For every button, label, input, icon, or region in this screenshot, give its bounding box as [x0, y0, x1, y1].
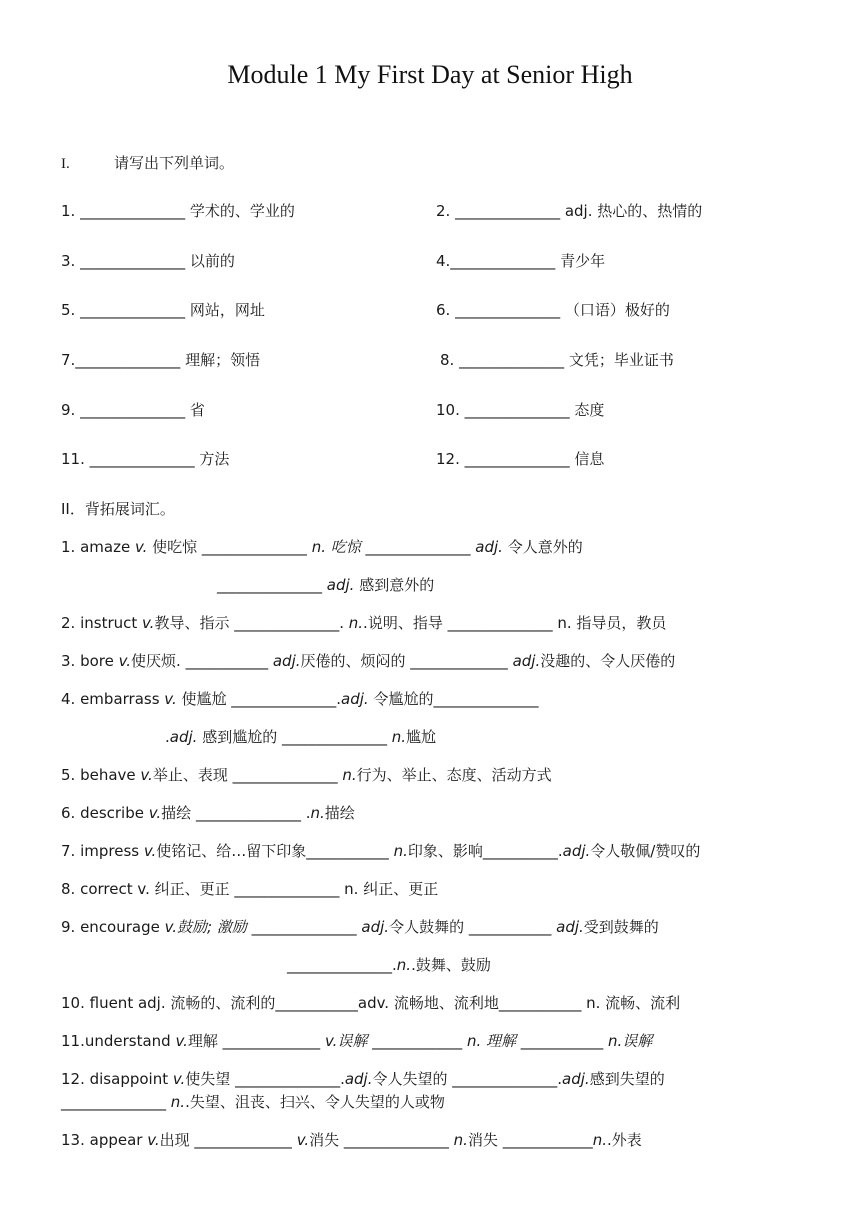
section-2-heading: II．背拓展词汇。: [61, 500, 175, 518]
exercise-line-appear: 13. appear v.出现 _____________ v.消失 ______________ n.消失 ____________n..外表: [61, 1131, 642, 1149]
exercise-line-impress: 7. impress v.使铭记、给…留下印象___________ n.印象、影响__________.adj.令人敬佩/赞叹的: [61, 842, 701, 860]
exercise-line-amaze: 1. amaze v. 使吃惊 ______________ n. 吃惊 ______________ adj. 令人意外的: [61, 538, 583, 556]
exercise-line-understand: 11.understand v.理解 _____________ v.误解 ____________ n. 理解 ___________ n.误解: [61, 1032, 653, 1050]
section-1-heading: [61, 152, 234, 173]
exercise-line-bore: 3. bore v.使厌烦. ___________ adj.厌倦的、烦闷的 _____________ adj.没趣的、令人厌倦的: [61, 652, 676, 670]
exercise-line-embarrass-cont: .adj. 感到尴尬的 ______________ n.尴尬: [165, 728, 437, 746]
vocab-item: 11. ______________ 方法: [61, 450, 230, 468]
exercise-line-encourage: 9. encourage v.鼓励; 激励 ______________ adj.令人鼓舞的 ___________ adj.受到鼓舞的: [61, 918, 659, 936]
exercise-line-encourage-cont: ______________.n..鼓舞、鼓励: [287, 956, 491, 974]
exercise-line-describe: 6. describe v.描绘 ______________ .n.描绘: [61, 804, 355, 822]
vocab-item: 10. ______________ 态度: [436, 401, 605, 419]
exercise-line-fluent: 10. fluent adj. 流畅的、流利的___________adv. 流畅地、流利地___________ n. 流畅、流利: [61, 994, 681, 1012]
vocab-item: 3. ______________ 以前的: [61, 252, 235, 270]
exercise-line-disappoint: 12. disappoint v.使失望 ______________.adj.令人失望的 ______________.adj.感到失望的: [61, 1070, 665, 1088]
exercise-line-disappoint-cont: ______________ n..失望、沮丧、扫兴、令人失望的人或物: [61, 1093, 445, 1111]
exercise-line-amaze-cont: ______________ adj. 感到意外的: [217, 576, 435, 594]
vocab-item: 12. ______________ 信息: [436, 450, 605, 468]
exercise-line-instruct: 2. instruct v.教导、指示 ______________. n..说明、指导 ______________ n. 指导员，教员: [61, 614, 667, 632]
exercise-line-behave: 5. behave v.举止、表现 ______________ n.行为、举止、态度、活动方式: [61, 766, 552, 784]
exercise-line-embarrass: 4. embarrass v. 使尴尬 ______________.adj. 令尴尬的______________: [61, 690, 539, 708]
section-1-title: 请写出下列单词。: [114, 154, 235, 172]
vocab-item: 1. ______________ 学术的、学业的: [61, 202, 295, 220]
vocab-item: 7.______________ 理解；领悟: [61, 351, 261, 369]
vocab-item: 5. ______________ 网站，网址: [61, 301, 265, 319]
vocab-item: 8. ______________ 文凭；毕业证书: [440, 351, 674, 369]
vocab-item: 4.______________ 青少年: [436, 252, 606, 270]
vocab-item: 9. ______________ 省: [61, 401, 205, 419]
vocab-item: 2. ______________ adj. 热心的、热情的: [436, 202, 703, 220]
section-1-number: I.: [61, 156, 70, 172]
page-title: Module 1 My First Day at Senior High: [227, 60, 633, 89]
exercise-line-correct: 8. correct v. 纠正、更正 ______________ n. 纠正、更正: [61, 880, 439, 898]
vocab-item: 6. ______________ （口语）极好的: [436, 301, 670, 319]
